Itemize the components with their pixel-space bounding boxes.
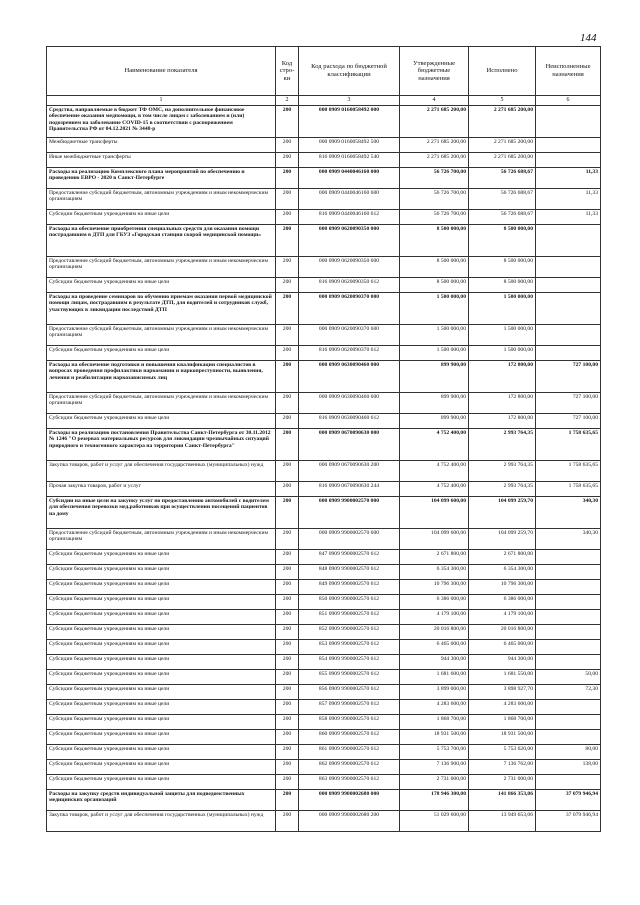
- row-approved: 4 752 400,00: [400, 429, 469, 461]
- row-name: Закупка товаров, работ и услуг для обеспечения государственных (муниципальных) нужд: [47, 811, 276, 832]
- row-classification: 863 0909 9900002570 612: [299, 775, 400, 790]
- row-classification: 851 0909 9900002570 612: [299, 610, 400, 625]
- row-name: Предоставление субсидий бюджетным, автономным учреждениям и иным некоммерческим организациям: [47, 393, 276, 414]
- row-executed: 7 136 762,00: [469, 760, 536, 775]
- row-unexecuted: 72,30: [536, 685, 601, 700]
- row-executed: 56 726 688,67: [469, 168, 536, 189]
- row-code: 200: [276, 497, 299, 529]
- row-unexecuted: [536, 346, 601, 361]
- row-name: Субсидии бюджетным учреждениям на иные цели: [47, 685, 276, 700]
- row-name: Расходы на обеспечение приобретения специальных средств для оказания помощи пострадавшим в ДТП для ГБУЗ «Городская станция скорой медицинской помощи»: [47, 225, 276, 257]
- row-name: Предоставление субсидий бюджетным, автономным учреждениям и иным некоммерческим организациям: [47, 325, 276, 346]
- row-unexecuted: [536, 278, 601, 293]
- row-classification: 816 0909 0620090350 612: [299, 278, 400, 293]
- row-unexecuted: [536, 775, 601, 790]
- row-approved: 1 500 000,00: [400, 293, 469, 325]
- row-classification: 862 0909 9900002570 612: [299, 760, 400, 775]
- row-code: 200: [276, 775, 299, 790]
- row-approved: 104 099 600,00: [400, 497, 469, 529]
- row-name: Субсидии бюджетным учреждениям на иные цели: [47, 278, 276, 293]
- row-executed: 4 283 600,00: [469, 700, 536, 715]
- row-unexecuted: [536, 580, 601, 595]
- row-classification: 000 0909 0620090370 000: [299, 293, 400, 325]
- row-approved: 18 931 500,00: [400, 730, 469, 745]
- table-row: [47, 153, 601, 168]
- row-classification: 816 0909 0620090370 612: [299, 346, 400, 361]
- row-unexecuted: [536, 640, 601, 655]
- row-classification: 000 0909 0440046160 000: [299, 168, 400, 189]
- table-row: [47, 482, 601, 497]
- row-code: 200: [276, 529, 299, 550]
- row-name: Прочая закупка товаров, работ и услуг: [47, 482, 276, 497]
- table-row: [47, 565, 601, 580]
- table-row: [47, 790, 601, 811]
- row-classification: 000 0909 0620090350 600: [299, 257, 400, 278]
- row-name: Субсидии бюджетным учреждениям на иные цели: [47, 414, 276, 429]
- row-approved: 899 900,00: [400, 393, 469, 414]
- row-name: Субсидии бюджетным учреждениям на иные цели: [47, 730, 276, 745]
- row-approved: 2 271 685 200,00: [400, 138, 469, 153]
- row-approved: 56 726 700,00: [400, 210, 469, 225]
- row-executed: 141 866 353,06: [469, 790, 536, 811]
- header-unexecuted: Неисполненные назначения: [536, 47, 601, 96]
- row-unexecuted: 80,00: [536, 745, 601, 760]
- row-name: Субсидии бюджетным учреждениям на иные цели: [47, 700, 276, 715]
- row-approved: 104 099 600,00: [400, 529, 469, 550]
- table-row: [47, 670, 601, 685]
- table-row: [47, 655, 601, 670]
- table-row: [47, 210, 601, 225]
- row-executed: 172 800,00: [469, 361, 536, 393]
- row-code: 200: [276, 685, 299, 700]
- row-approved: 51 029 600,00: [400, 811, 469, 832]
- row-approved: 3 899 000,00: [400, 685, 469, 700]
- row-executed: 944 300,00: [469, 655, 536, 670]
- row-unexecuted: 1 758 635,65: [536, 461, 601, 482]
- row-code: 200: [276, 482, 299, 497]
- row-code: 200: [276, 325, 299, 346]
- row-unexecuted: [536, 550, 601, 565]
- row-unexecuted: [536, 655, 601, 670]
- row-code: 200: [276, 670, 299, 685]
- row-code: 200: [276, 189, 299, 210]
- row-code: 200: [276, 461, 299, 482]
- row-name: Расходы на закупку средств индивидуальной защиты для подведомственных медицинских организаций: [47, 790, 276, 811]
- row-classification: 860 0909 9900002570 612: [299, 730, 400, 745]
- row-name: Межбюджетные трансферты: [47, 138, 276, 153]
- row-unexecuted: 50,00: [536, 670, 601, 685]
- row-unexecuted: 37 079 946,94: [536, 790, 601, 811]
- row-executed: 104 099 259,70: [469, 497, 536, 529]
- column-number: 5: [469, 96, 536, 106]
- table-row: [47, 225, 601, 257]
- row-executed: 1 868 700,00: [469, 715, 536, 730]
- header-name: Наименование показателя: [47, 47, 276, 96]
- table-row: [47, 346, 601, 361]
- row-classification: 816 0909 0160058492 540: [299, 153, 400, 168]
- row-approved: 8 500 000,00: [400, 278, 469, 293]
- table-row: [47, 429, 601, 461]
- row-unexecuted: 727 100,00: [536, 414, 601, 429]
- row-executed: 5 753 620,00: [469, 745, 536, 760]
- expenditure-table: [46, 46, 601, 832]
- row-executed: 2 731 000,00: [469, 775, 536, 790]
- row-code: 200: [276, 138, 299, 153]
- row-name: Расходы на реализацию постановления Правительства Санкт-Петербурга от 30.11.2012 № 1246 "О резервах материальных ресурсов для ликвидации чрезвычайных ситуаций природного и техногенного характера на территории Санкт-Петербурга": [47, 429, 276, 461]
- row-classification: 000 0909 0670090630 000: [299, 429, 400, 461]
- table-row: [47, 775, 601, 790]
- table-row: [47, 760, 601, 775]
- row-approved: 1 500 000,00: [400, 346, 469, 361]
- table-row: [47, 257, 601, 278]
- row-unexecuted: [536, 153, 601, 168]
- row-name: Субсидии бюджетным учреждениям на иные цели: [47, 775, 276, 790]
- row-code: 200: [276, 595, 299, 610]
- row-executed: 104 099 259,70: [469, 529, 536, 550]
- table-row: [47, 529, 601, 550]
- table-row: [47, 625, 601, 640]
- row-approved: 944 300,00: [400, 655, 469, 670]
- column-number: 4: [400, 96, 469, 106]
- row-classification: 857 0909 9900002570 612: [299, 700, 400, 715]
- table-row: [47, 106, 601, 138]
- row-classification: 849 0909 9900002570 612: [299, 580, 400, 595]
- row-classification: 000 0909 9900002570 600: [299, 529, 400, 550]
- row-executed: 3 898 927,70: [469, 685, 536, 700]
- table-row: [47, 168, 601, 189]
- row-classification: 816 0909 0440046160 612: [299, 210, 400, 225]
- row-code: 200: [276, 210, 299, 225]
- row-unexecuted: [536, 565, 601, 580]
- table-row: [47, 393, 601, 414]
- row-classification: 000 0909 0160058492 000: [299, 106, 400, 138]
- row-name: Субсидии бюджетным учреждениям на иные цели: [47, 346, 276, 361]
- row-name: Расходы на проведение семинаров по обучению приемам оказания первой медицинской помощи лицам, пострадавшим в результате ДТП, для водителей и сотрудников служб, участвующих в ликвидации последствий ДТП: [47, 293, 276, 325]
- row-approved: 4 179 100,00: [400, 610, 469, 625]
- row-code: 200: [276, 429, 299, 461]
- row-executed: 2 993 764,35: [469, 461, 536, 482]
- row-approved: 2 731 000,00: [400, 775, 469, 790]
- row-code: 200: [276, 393, 299, 414]
- row-executed: 6 354 300,00: [469, 565, 536, 580]
- row-name: Закупка товаров, работ и услуг для обеспечения государственных (муниципальных) нужд: [47, 461, 276, 482]
- row-executed: 8 500 000,00: [469, 257, 536, 278]
- row-code: 200: [276, 346, 299, 361]
- row-name: Средства, направляемые в бюджет ТФ ОМС, на дополнительное финансовое обеспечение оказания медпомощи, в том числе лицам с заболеванием и (или) подозрением на заболевание COVID-15 в соответствии с распоряжением Правительства РФ от 04.12.2021 № 3448-р: [47, 106, 276, 138]
- row-unexecuted: 11,33: [536, 189, 601, 210]
- row-classification: 000 0909 0440046160 600: [299, 189, 400, 210]
- row-classification: 000 0909 0630090460 000: [299, 361, 400, 393]
- row-classification: 000 0909 0160058492 500: [299, 138, 400, 153]
- row-code: 200: [276, 168, 299, 189]
- row-executed: 6 465 000,00: [469, 640, 536, 655]
- column-number: 3: [299, 96, 400, 106]
- row-executed: 10 796 300,00: [469, 580, 536, 595]
- table-row: [47, 278, 601, 293]
- row-name: Предоставление субсидий бюджетным, автономным учреждениям и иным некоммерческим организациям: [47, 257, 276, 278]
- row-code: 200: [276, 610, 299, 625]
- row-executed: 2 271 685 200,00: [469, 138, 536, 153]
- row-classification: 000 0909 9900002570 000: [299, 497, 400, 529]
- row-code: 200: [276, 293, 299, 325]
- row-approved: 4 752 400,00: [400, 461, 469, 482]
- row-executed: 56 726 688,67: [469, 210, 536, 225]
- row-name: Субсидии бюджетным учреждениям на иные цели: [47, 655, 276, 670]
- row-unexecuted: 37 079 946,94: [536, 811, 601, 832]
- row-classification: 858 0909 9900002570 612: [299, 715, 400, 730]
- row-executed: 172 800,00: [469, 393, 536, 414]
- row-unexecuted: [536, 257, 601, 278]
- row-approved: 1 868 700,00: [400, 715, 469, 730]
- row-name: Субсидии на иные цели на закупку услуг по предоставлению автомобилей с водителем для обеспечения перевозки мед.работников при осуществлении посещений пациентов на дому: [47, 497, 276, 529]
- row-unexecuted: [536, 730, 601, 745]
- table-row: [47, 715, 601, 730]
- row-executed: 1 681 550,00: [469, 670, 536, 685]
- row-approved: 20 016 800,00: [400, 625, 469, 640]
- row-approved: 4 283 600,00: [400, 700, 469, 715]
- row-approved: 2 671 800,00: [400, 550, 469, 565]
- row-name: Субсидии бюджетным учреждениям на иные цели: [47, 565, 276, 580]
- row-name: Субсидии бюджетным учреждениям на иные цели: [47, 550, 276, 565]
- row-approved: 899 900,00: [400, 361, 469, 393]
- row-executed: 172 800,00: [469, 414, 536, 429]
- row-classification: 855 0909 9900002570 612: [299, 670, 400, 685]
- row-unexecuted: 11,33: [536, 210, 601, 225]
- row-code: 200: [276, 760, 299, 775]
- row-approved: 899 900,00: [400, 414, 469, 429]
- row-classification: 000 0909 0620090350 000: [299, 225, 400, 257]
- row-unexecuted: 138,00: [536, 760, 601, 775]
- row-name: Субсидии бюджетным учреждениям на иные цели: [47, 715, 276, 730]
- row-executed: 2 993 764,35: [469, 482, 536, 497]
- row-executed: 6 386 000,00: [469, 595, 536, 610]
- row-executed: 2 993 764,35: [469, 429, 536, 461]
- row-unexecuted: 727 100,00: [536, 393, 601, 414]
- row-approved: 2 271 685 200,00: [400, 153, 469, 168]
- row-unexecuted: 340,30: [536, 497, 601, 529]
- row-name: Субсидии бюджетным учреждениям на иные цели: [47, 760, 276, 775]
- row-code: 200: [276, 640, 299, 655]
- row-classification: 000 0909 0670090630 200: [299, 461, 400, 482]
- row-name: Субсидии бюджетным учреждениям на иные цели: [47, 745, 276, 760]
- row-code: 200: [276, 257, 299, 278]
- row-name: Иные межбюджетные трансферты: [47, 153, 276, 168]
- row-approved: 1 500 000,00: [400, 325, 469, 346]
- table-row: [47, 414, 601, 429]
- row-code: 200: [276, 225, 299, 257]
- row-approved: 1 681 600,00: [400, 670, 469, 685]
- row-unexecuted: [536, 625, 601, 640]
- row-approved: 8 500 000,00: [400, 225, 469, 257]
- row-name: Субсидии бюджетным учреждениям на иные цели: [47, 580, 276, 595]
- row-unexecuted: [536, 715, 601, 730]
- row-code: 200: [276, 361, 299, 393]
- row-code: 200: [276, 715, 299, 730]
- table-row: [47, 811, 601, 832]
- row-approved: 5 753 700,00: [400, 745, 469, 760]
- row-executed: 13 949 653,06: [469, 811, 536, 832]
- row-name: Субсидии бюджетным учреждениям на иные цели: [47, 640, 276, 655]
- header-code: Код стро-ки: [276, 47, 299, 96]
- table-row: [47, 730, 601, 745]
- row-unexecuted: [536, 325, 601, 346]
- row-approved: 2 271 685 200,00: [400, 106, 469, 138]
- row-name: Субсидии бюджетным учреждениям на иные цели: [47, 595, 276, 610]
- column-number: 6: [536, 96, 601, 106]
- row-approved: 7 136 900,00: [400, 760, 469, 775]
- table-row: [47, 550, 601, 565]
- row-code: 200: [276, 730, 299, 745]
- row-unexecuted: 727 100,00: [536, 361, 601, 393]
- row-unexecuted: 340,30: [536, 529, 601, 550]
- table-row: [47, 361, 601, 393]
- table-row: [47, 138, 601, 153]
- table-row: [47, 580, 601, 595]
- row-name: Субсидии бюджетным учреждениям на иные цели: [47, 625, 276, 640]
- row-code: 200: [276, 580, 299, 595]
- row-name: Субсидии бюджетным учреждениям на иные цели: [47, 610, 276, 625]
- row-executed: 2 271 685 200,00: [469, 106, 536, 138]
- table-row: [47, 640, 601, 655]
- row-classification: 848 0909 9900002570 612: [299, 565, 400, 580]
- row-classification: 000 0909 9900002680 000: [299, 790, 400, 811]
- table-header: [47, 47, 601, 106]
- row-unexecuted: [536, 225, 601, 257]
- header-executed: Исполнено: [469, 47, 536, 96]
- row-classification: 847 0909 9900002570 612: [299, 550, 400, 565]
- row-name: Расходы на реализацию Комплексного плана мероприятий по обеспечению и проведению ЕВРО - 2020 в Санкт-Петербурге: [47, 168, 276, 189]
- row-approved: 56 726 700,00: [400, 189, 469, 210]
- row-name: Расходы на обеспечение подготовки и повышения квалификации специалистов в вопросах проведения профилактики наркомании и наркопреступности, выявления, лечения и реабилитации наркозависимых лиц: [47, 361, 276, 393]
- table-row: [47, 293, 601, 325]
- page-number: 144: [580, 32, 597, 44]
- header-approved: Утвержденные бюджетные назначения: [400, 47, 469, 96]
- row-name: Предоставление субсидий бюджетным, автономным учреждениям и иным некоммерческим организациям: [47, 529, 276, 550]
- row-classification: 853 0909 9900002570 612: [299, 640, 400, 655]
- row-classification: 854 0909 9900002570 612: [299, 655, 400, 670]
- row-executed: 1 500 000,00: [469, 346, 536, 361]
- row-classification: 850 0909 9900002570 612: [299, 595, 400, 610]
- table-row: [47, 497, 601, 529]
- row-code: 200: [276, 153, 299, 168]
- row-unexecuted: 1 758 635,65: [536, 429, 601, 461]
- row-executed: 2 271 685 200,00: [469, 153, 536, 168]
- row-code: 200: [276, 106, 299, 138]
- row-unexecuted: 1 758 635,65: [536, 482, 601, 497]
- row-name: Предоставление субсидий бюджетным, автономным учреждениям и иным некоммерческим организациям: [47, 189, 276, 210]
- row-code: 200: [276, 745, 299, 760]
- row-unexecuted: [536, 106, 601, 138]
- row-approved: 10 796 300,00: [400, 580, 469, 595]
- row-executed: 4 179 100,00: [469, 610, 536, 625]
- row-executed: 8 500 000,00: [469, 225, 536, 257]
- row-executed: 56 726 688,67: [469, 189, 536, 210]
- row-classification: 816 0909 0630090460 612: [299, 414, 400, 429]
- row-executed: 1 500 000,00: [469, 293, 536, 325]
- row-name: Субсидии бюджетным учреждениям на иные цели: [47, 670, 276, 685]
- row-executed: 1 500 000,00: [469, 325, 536, 346]
- row-unexecuted: [536, 138, 601, 153]
- row-code: 200: [276, 790, 299, 811]
- table-row: [47, 595, 601, 610]
- row-approved: 56 726 700,00: [400, 168, 469, 189]
- row-executed: 2 671 800,00: [469, 550, 536, 565]
- table-row: [47, 189, 601, 210]
- row-code: 200: [276, 811, 299, 832]
- row-code: 200: [276, 625, 299, 640]
- row-approved: 178 946 300,00: [400, 790, 469, 811]
- row-code: 200: [276, 655, 299, 670]
- column-number: 1: [47, 96, 276, 106]
- row-code: 200: [276, 278, 299, 293]
- row-executed: 20 016 800,00: [469, 625, 536, 640]
- table-body: [47, 106, 601, 832]
- row-classification: 852 0909 9900002570 612: [299, 625, 400, 640]
- row-approved: 8 500 000,00: [400, 257, 469, 278]
- row-code: 200: [276, 700, 299, 715]
- row-classification: 000 0909 9900002680 200: [299, 811, 400, 832]
- column-number: 2: [276, 96, 299, 106]
- row-approved: 6 465 000,00: [400, 640, 469, 655]
- row-code: 200: [276, 414, 299, 429]
- table-row: [47, 610, 601, 625]
- row-code: 200: [276, 565, 299, 580]
- table-row: [47, 325, 601, 346]
- row-classification: 816 0909 0670090630 244: [299, 482, 400, 497]
- table-row: [47, 461, 601, 482]
- row-classification: 861 0909 9900002570 612: [299, 745, 400, 760]
- header-classification: Код расхода по бюджетной классификации: [299, 47, 400, 96]
- row-unexecuted: 11,33: [536, 168, 601, 189]
- row-unexecuted: [536, 293, 601, 325]
- row-unexecuted: [536, 610, 601, 625]
- row-classification: 856 0909 9900002570 612: [299, 685, 400, 700]
- row-unexecuted: [536, 700, 601, 715]
- row-executed: 8 500 000,00: [469, 278, 536, 293]
- row-approved: 6 354 300,00: [400, 565, 469, 580]
- table-row: [47, 685, 601, 700]
- row-approved: 6 386 000,00: [400, 595, 469, 610]
- row-classification: 000 0909 0630090460 600: [299, 393, 400, 414]
- row-name: Субсидии бюджетным учреждениям на иные цели: [47, 210, 276, 225]
- table-row: [47, 745, 601, 760]
- row-approved: 4 752 400,00: [400, 482, 469, 497]
- row-executed: 18 931 500,00: [469, 730, 536, 745]
- row-unexecuted: [536, 595, 601, 610]
- row-classification: 000 0909 0620090370 600: [299, 325, 400, 346]
- row-code: 200: [276, 550, 299, 565]
- table-row: [47, 700, 601, 715]
